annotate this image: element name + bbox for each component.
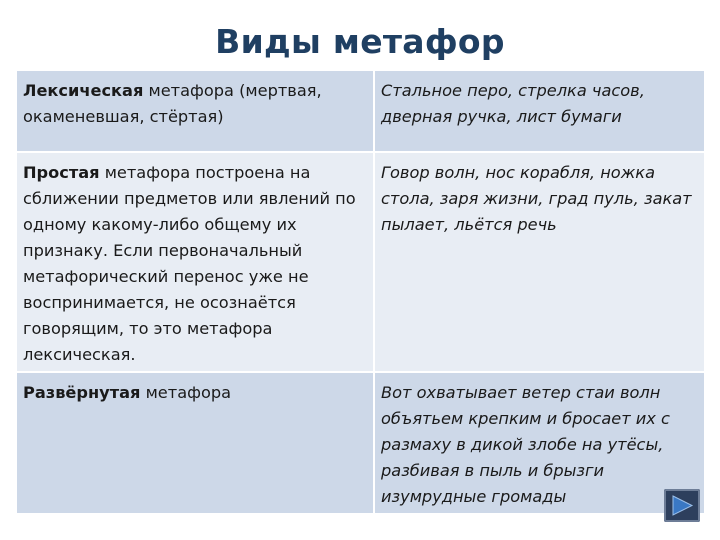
slide-title: Виды метафор [215, 22, 505, 61]
metaphor-examples: Говор волн, нос корабля, ножка стола, заря жизни, град пуль, закат пылает, льётся речь [374, 152, 704, 372]
metaphor-type-cell [17, 372, 374, 513]
table-row [17, 71, 704, 152]
metaphor-term: Простая [23, 163, 100, 182]
metaphor-definition: метафора построена на сближении предметов или явлений по одному какому-либо общему их признаку. Если первоначальный метафорический перенос уже не воспринимается, не осознаётся говорящим, то это метафора лексическая. [23, 163, 356, 364]
next-slide-button[interactable] [664, 489, 700, 522]
metaphor-examples: Вот охватывает ветер стаи волн объятьем крепким и бросает их с размаху в дикой злобе на утёсы, разбивая в пыль и брызги изумрудные громады [374, 372, 704, 513]
metaphor-examples: Стальное перо, стрелка часов, дверная ручка, лист бумаги [374, 71, 704, 152]
metaphor-types-table [17, 71, 704, 513]
metaphor-type-cell [17, 71, 374, 152]
play-right-icon [669, 493, 695, 518]
table-row [17, 372, 704, 513]
metaphor-definition: метафора [140, 383, 232, 402]
metaphor-definition: метафора (мертвая, окаменевшая, стёртая) [23, 81, 322, 126]
metaphor-term: Лексическая [23, 81, 144, 100]
metaphor-term: Развёрнутая [23, 383, 141, 402]
table-row [17, 152, 704, 372]
metaphor-type-cell [17, 152, 374, 372]
